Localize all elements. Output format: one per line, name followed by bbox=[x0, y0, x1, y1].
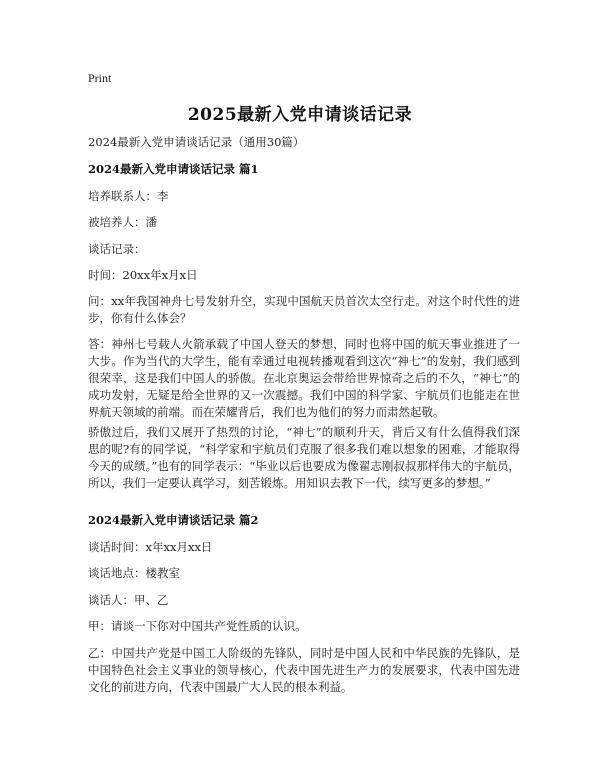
section-2-heading: 2024最新入党申请谈话记录 篇2 bbox=[88, 513, 259, 527]
section-1-time: 时间：20xx年x月x日 bbox=[88, 268, 198, 282]
section-2-participants: 谈话人：甲、乙 bbox=[88, 593, 169, 607]
print-link[interactable]: Print bbox=[88, 71, 112, 85]
section-1-record-label: 谈话记录： bbox=[88, 242, 146, 256]
section-2-question: 甲：请谈一下你对中国共产党性质的认识。 bbox=[88, 619, 307, 633]
document-subtitle: 2024最新入党申请谈话记录（通用30篇） bbox=[88, 135, 305, 149]
section-2-answer: 乙：中国共产党是中国工人阶级的先锋队，同时是中国人民和中华民族的先锋队，是中国特色社会主义事业的领导核心，代表中国先进生产力的发展要求，代表中国先进文化的前进方向，代表中国最广大人民的根本利益。 bbox=[88, 646, 520, 694]
document-title: 2025最新入党申请谈话记录 bbox=[187, 105, 413, 125]
section-1-discussion: 骄傲过后，我们又展开了热烈的讨论，“神七”的顺利升天，背后又有什么值得我们深思的呢?有的同学说，“科学家和宇航员们克服了很多我们难以想象的困难，才能取得今天的成绩。”也有的同学表示：“毕业以后也要成为像翟志刚叔叔那样伟大的宇航员，所以，我们一定要认真学习，刻苦锻炼。用知识去教下一代，续写更多的梦想。” bbox=[88, 425, 520, 490]
section-1-contact: 培养联系人：李 bbox=[88, 189, 169, 203]
section-1-trainee: 被培养人：潘 bbox=[88, 215, 157, 229]
section-2-time: 谈话时间：x年xx月xx日 bbox=[88, 540, 213, 554]
section-1-question: 问：xx年我国神舟七号发射升空，实现中国航天员首次太空行走。对这个时代性的进步，你有什么体会？ bbox=[88, 294, 520, 325]
section-1-answer: 答：神州七号载人火箭承载了中国人登天的梦想，同时也将中国的航天事业推进了一大步。作为当代的大学生，能有幸通过电视转播观看到这次“神七”的发射，我们感到很荣幸，这是我们中国人的骄傲。在北京奥运会带给世界惊奇之后的不久，“神七”的成功发射，无疑是给全世界的又一次震撼。我们中国的科学家、宇航员们也能走在世界航天领域的前端。而在荣耀背后，我们也为他们的努力而肃然起敬。 bbox=[88, 337, 520, 419]
section-1-heading: 2024最新入党申请谈话记录 篇1 bbox=[88, 162, 259, 176]
section-2-location: 谈话地点：楼教室 bbox=[88, 566, 180, 580]
